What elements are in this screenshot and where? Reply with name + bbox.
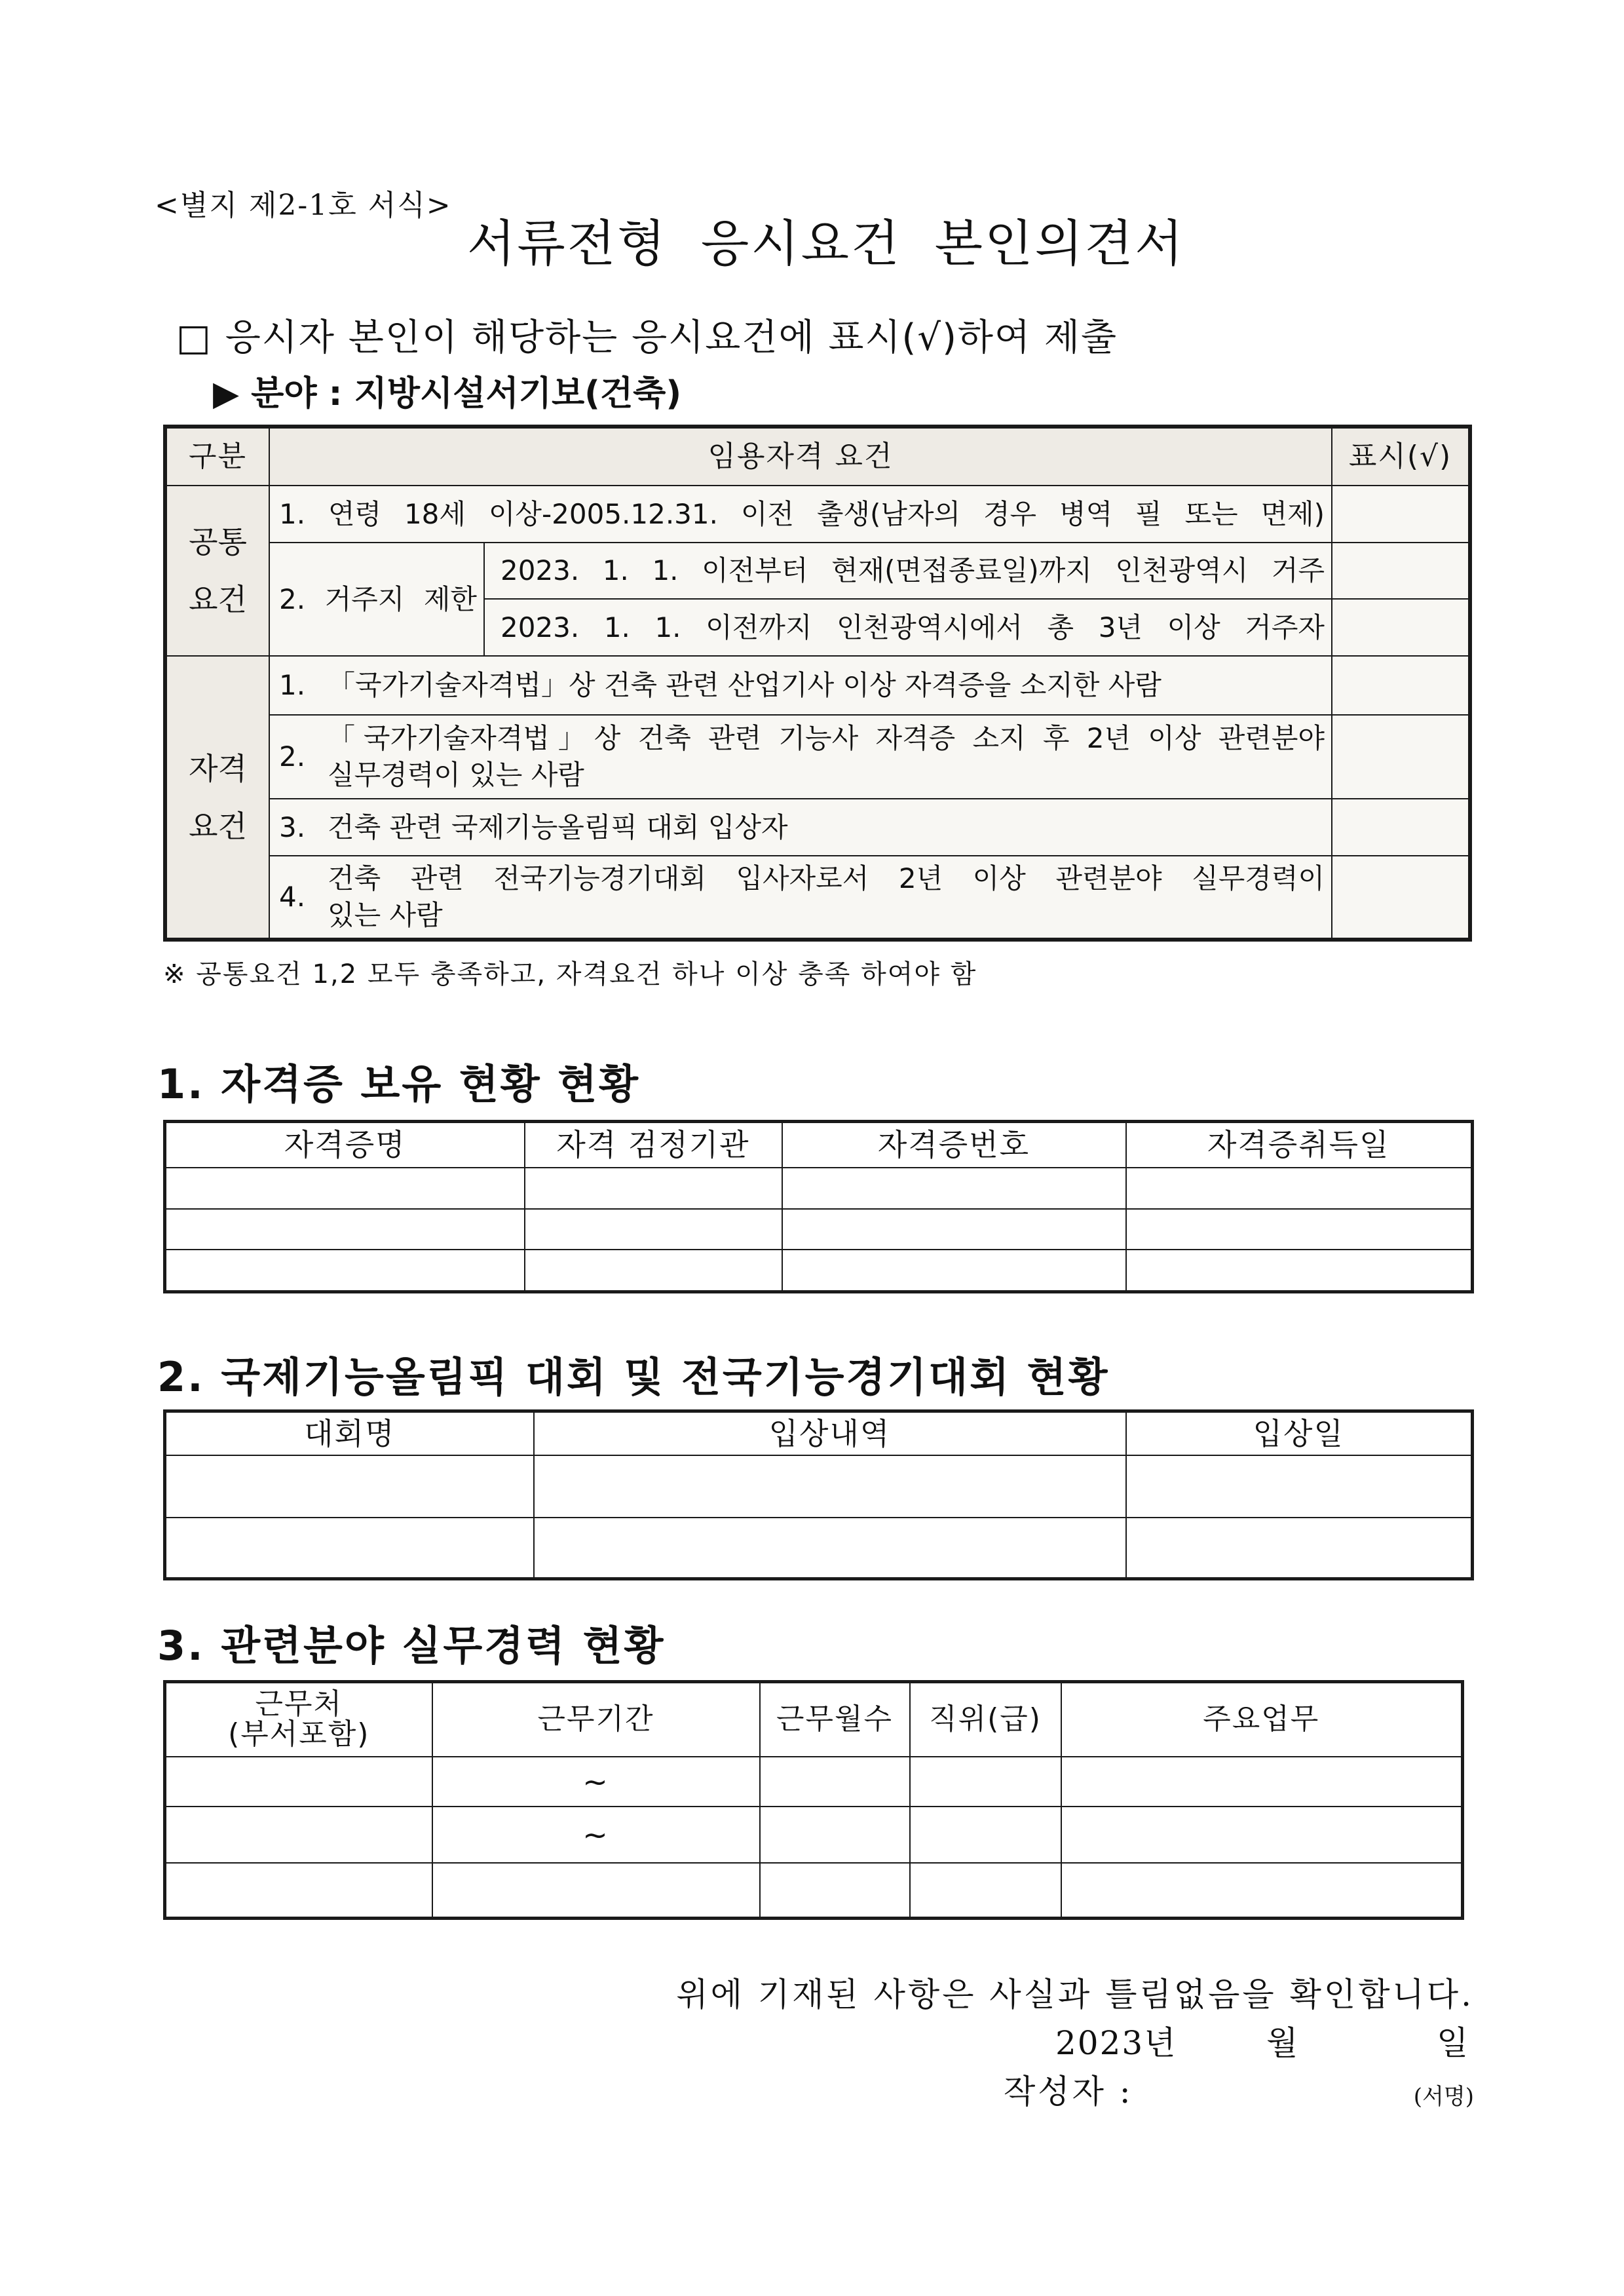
header-award-date: 입상일 (1126, 1411, 1473, 1455)
table-row (165, 799, 1470, 856)
confirmation-statement: 위에 기재된 사항은 사실과 틀림없음을 확인합니다. (676, 1976, 1474, 2014)
header-work-months: 근무월수 (760, 1682, 910, 1757)
category-label-line: 요건 (189, 808, 247, 844)
certificate-number-cell[interactable] (782, 1209, 1126, 1250)
residence-option-1: 2023. 1. 1. 이전부터 현재(면접종료일)까지 인천광역시 거주 (500, 554, 1325, 586)
section-heading-competitions: 2. 국제기능올림픽 대회 및 전국기능경기대회 현황 (157, 1353, 1110, 1401)
issuing-agency-cell[interactable] (525, 1250, 782, 1292)
item-text-line: 「국가기술자격법」상 건축 관련 산업기사 이상 자격증을 소지한 사람 (328, 669, 1161, 701)
item-text-line: 「국가기술자격법」상 건축 관련 기능사 자격증 소지 후 2년 이상 관련분야 (328, 722, 1325, 754)
table-row (165, 1518, 1473, 1579)
item-number: 4. (279, 881, 306, 913)
item-number: 1. (279, 669, 306, 701)
table-row (165, 715, 1470, 799)
item-text-line: 건축 관련 전국기능경기대회 입사자로서 2년 이상 관련분야 실무경력이 (328, 862, 1325, 894)
experience-table (163, 1680, 1464, 1920)
work-period-cell[interactable] (432, 1863, 760, 1919)
position-cell[interactable] (910, 1863, 1061, 1919)
workplace-cell[interactable] (165, 1807, 432, 1863)
header-workplace (165, 1682, 432, 1757)
author-label: 작성자 : (1004, 2073, 1133, 2111)
mark-cell-qualification-1[interactable] (1332, 656, 1470, 715)
table-row (165, 1168, 1473, 1209)
item-text (328, 860, 1325, 934)
table-header-row (165, 427, 1470, 486)
issuing-agency-cell[interactable] (525, 1209, 782, 1250)
category-qualification (165, 656, 269, 940)
signature-label: (서명) (1413, 2084, 1474, 2110)
header-acquisition-date: 자격증취득일 (1126, 1122, 1473, 1168)
header-workplace-line: (부서포함) (228, 1717, 370, 1751)
table-row (165, 1209, 1473, 1250)
category-label-line: 자격 (189, 750, 247, 786)
table-row (165, 1250, 1473, 1292)
form-number-label: <별지 제2-1호 서식> (155, 189, 452, 222)
table-row (165, 1807, 1463, 1863)
header-certificate-number: 자격증번호 (782, 1122, 1126, 1168)
category-label-line: 요건 (189, 582, 247, 617)
item-text (328, 720, 1325, 794)
requirement-cell (269, 486, 1332, 543)
header-award-details: 입상내역 (534, 1411, 1126, 1455)
category-common (165, 486, 269, 656)
table-header-row (165, 1122, 1473, 1168)
table-row (165, 543, 1470, 599)
certificate-number-cell[interactable] (782, 1168, 1126, 1209)
qualification-item-3 (279, 809, 1325, 846)
header-workplace-line: 근무처 (255, 1687, 343, 1721)
workplace-cell[interactable] (165, 1863, 432, 1919)
table-row (165, 856, 1470, 940)
main-duties-cell[interactable] (1061, 1757, 1463, 1807)
requirement-cell (484, 543, 1332, 599)
document-title: 서류전형 응시요건 본인의견서 (467, 214, 1185, 273)
requirement-residence-label-cell (269, 543, 484, 656)
award-details-cell[interactable] (534, 1455, 1126, 1518)
item-text (328, 809, 1325, 846)
certificate-name-cell[interactable] (165, 1168, 525, 1209)
requirement-cell (269, 799, 1332, 856)
work-period-cell[interactable]: ~ (432, 1757, 760, 1807)
table-row (165, 486, 1470, 543)
mark-cell-residence-1[interactable] (1332, 543, 1470, 599)
category-label-line: 공통 (189, 524, 247, 560)
table-row (165, 1757, 1463, 1807)
requirement-cell (269, 715, 1332, 799)
mark-cell-residence-2[interactable] (1332, 599, 1470, 656)
table-row (165, 1455, 1473, 1518)
item-number: 3. (279, 811, 306, 843)
requirement-cell (269, 656, 1332, 715)
certificate-name-cell[interactable] (165, 1209, 525, 1250)
header-certificate-name: 자격증명 (165, 1122, 525, 1168)
section-heading-experience: 3. 관련분야 실무경력 현황 (157, 1622, 666, 1670)
competition-name-cell[interactable] (165, 1455, 534, 1518)
position-cell[interactable] (910, 1757, 1061, 1807)
requirement-cell (269, 856, 1332, 940)
header-category: 구분 (165, 427, 269, 486)
date-day: 일 (1437, 2024, 1469, 2062)
table-header-row (165, 1411, 1473, 1455)
main-duties-cell[interactable] (1061, 1807, 1463, 1863)
mark-cell-qualification-4[interactable] (1332, 856, 1470, 940)
award-date-cell[interactable] (1126, 1518, 1473, 1579)
certificate-name-cell[interactable] (165, 1250, 525, 1292)
certificate-number-cell[interactable] (782, 1250, 1126, 1292)
header-competition-name: 대회명 (165, 1411, 534, 1455)
item-text-line: 실무경력이 있는 사람 (328, 759, 584, 791)
issuing-agency-cell[interactable] (525, 1168, 782, 1209)
date-month: 월 (1266, 2024, 1298, 2062)
header-issuing-agency: 자격 검정기관 (525, 1122, 782, 1168)
award-details-cell[interactable] (534, 1518, 1126, 1579)
acquisition-date-cell[interactable] (1126, 1209, 1473, 1250)
date-year: 2023년 (1055, 2024, 1177, 2062)
qualification-item-2 (279, 720, 1325, 794)
item-text-line: 있는 사람 (328, 899, 443, 931)
work-months-cell[interactable] (760, 1863, 910, 1919)
work-period-cell[interactable]: ~ (432, 1807, 760, 1863)
qualification-item-4 (279, 860, 1325, 934)
requirements-table (163, 425, 1472, 942)
mark-cell-qualification-3[interactable] (1332, 799, 1470, 856)
header-requirement: 임용자격 요건 (269, 427, 1332, 486)
header-main-duties: 주요업무 (1061, 1682, 1463, 1757)
mark-cell-qualification-2[interactable] (1332, 715, 1470, 799)
qualification-item-1 (279, 667, 1325, 704)
acquisition-date-cell[interactable] (1126, 1250, 1473, 1292)
work-months-cell[interactable] (760, 1757, 910, 1807)
requirement-age: 1. 연령 18세 이상-2005.12.31. 이전 출생(남자의 경우 병역 필 또는 면제) (279, 497, 1325, 530)
competition-name-cell[interactable] (165, 1518, 534, 1579)
work-months-cell[interactable] (760, 1807, 910, 1863)
workplace-cell[interactable] (165, 1757, 432, 1807)
main-duties-cell[interactable] (1061, 1863, 1463, 1919)
requirement-cell (484, 599, 1332, 656)
position-cell[interactable] (910, 1807, 1061, 1863)
mark-cell-age[interactable] (1332, 486, 1470, 543)
table-row (165, 1863, 1463, 1919)
award-date-cell[interactable] (1126, 1455, 1473, 1518)
certificates-table (163, 1120, 1474, 1293)
instruction-text: □ 응시자 본인이 해당하는 응시요건에 표시(√)하여 제출 (176, 316, 1118, 359)
item-text-line: 건축 관련 국제기능올림픽 대회 입상자 (328, 811, 788, 843)
header-position: 직위(급) (910, 1682, 1061, 1757)
item-text (328, 667, 1325, 704)
requirement-note: ※ 공통요건 1,2 모두 충족하고, 자격요건 하나 이상 충족 하여야 함 (163, 959, 977, 989)
competitions-table (163, 1409, 1474, 1580)
acquisition-date-cell[interactable] (1126, 1168, 1473, 1209)
field-label: ▶ 분야 : 지방시설서기보(건축) (213, 374, 682, 413)
requirement-residence-label: 2. 거주지 제한 (279, 583, 477, 615)
item-number: 2. (279, 740, 306, 773)
table-row (165, 656, 1470, 715)
header-work-period: 근무기간 (432, 1682, 760, 1757)
table-header-row (165, 1682, 1463, 1757)
residence-option-2: 2023. 1. 1. 이전까지 인천광역시에서 총 3년 이상 거주자 (500, 611, 1325, 643)
section-heading-certificates: 1. 자격증 보유 현황 현황 (157, 1060, 641, 1108)
header-mark: 표시(√) (1332, 427, 1470, 486)
